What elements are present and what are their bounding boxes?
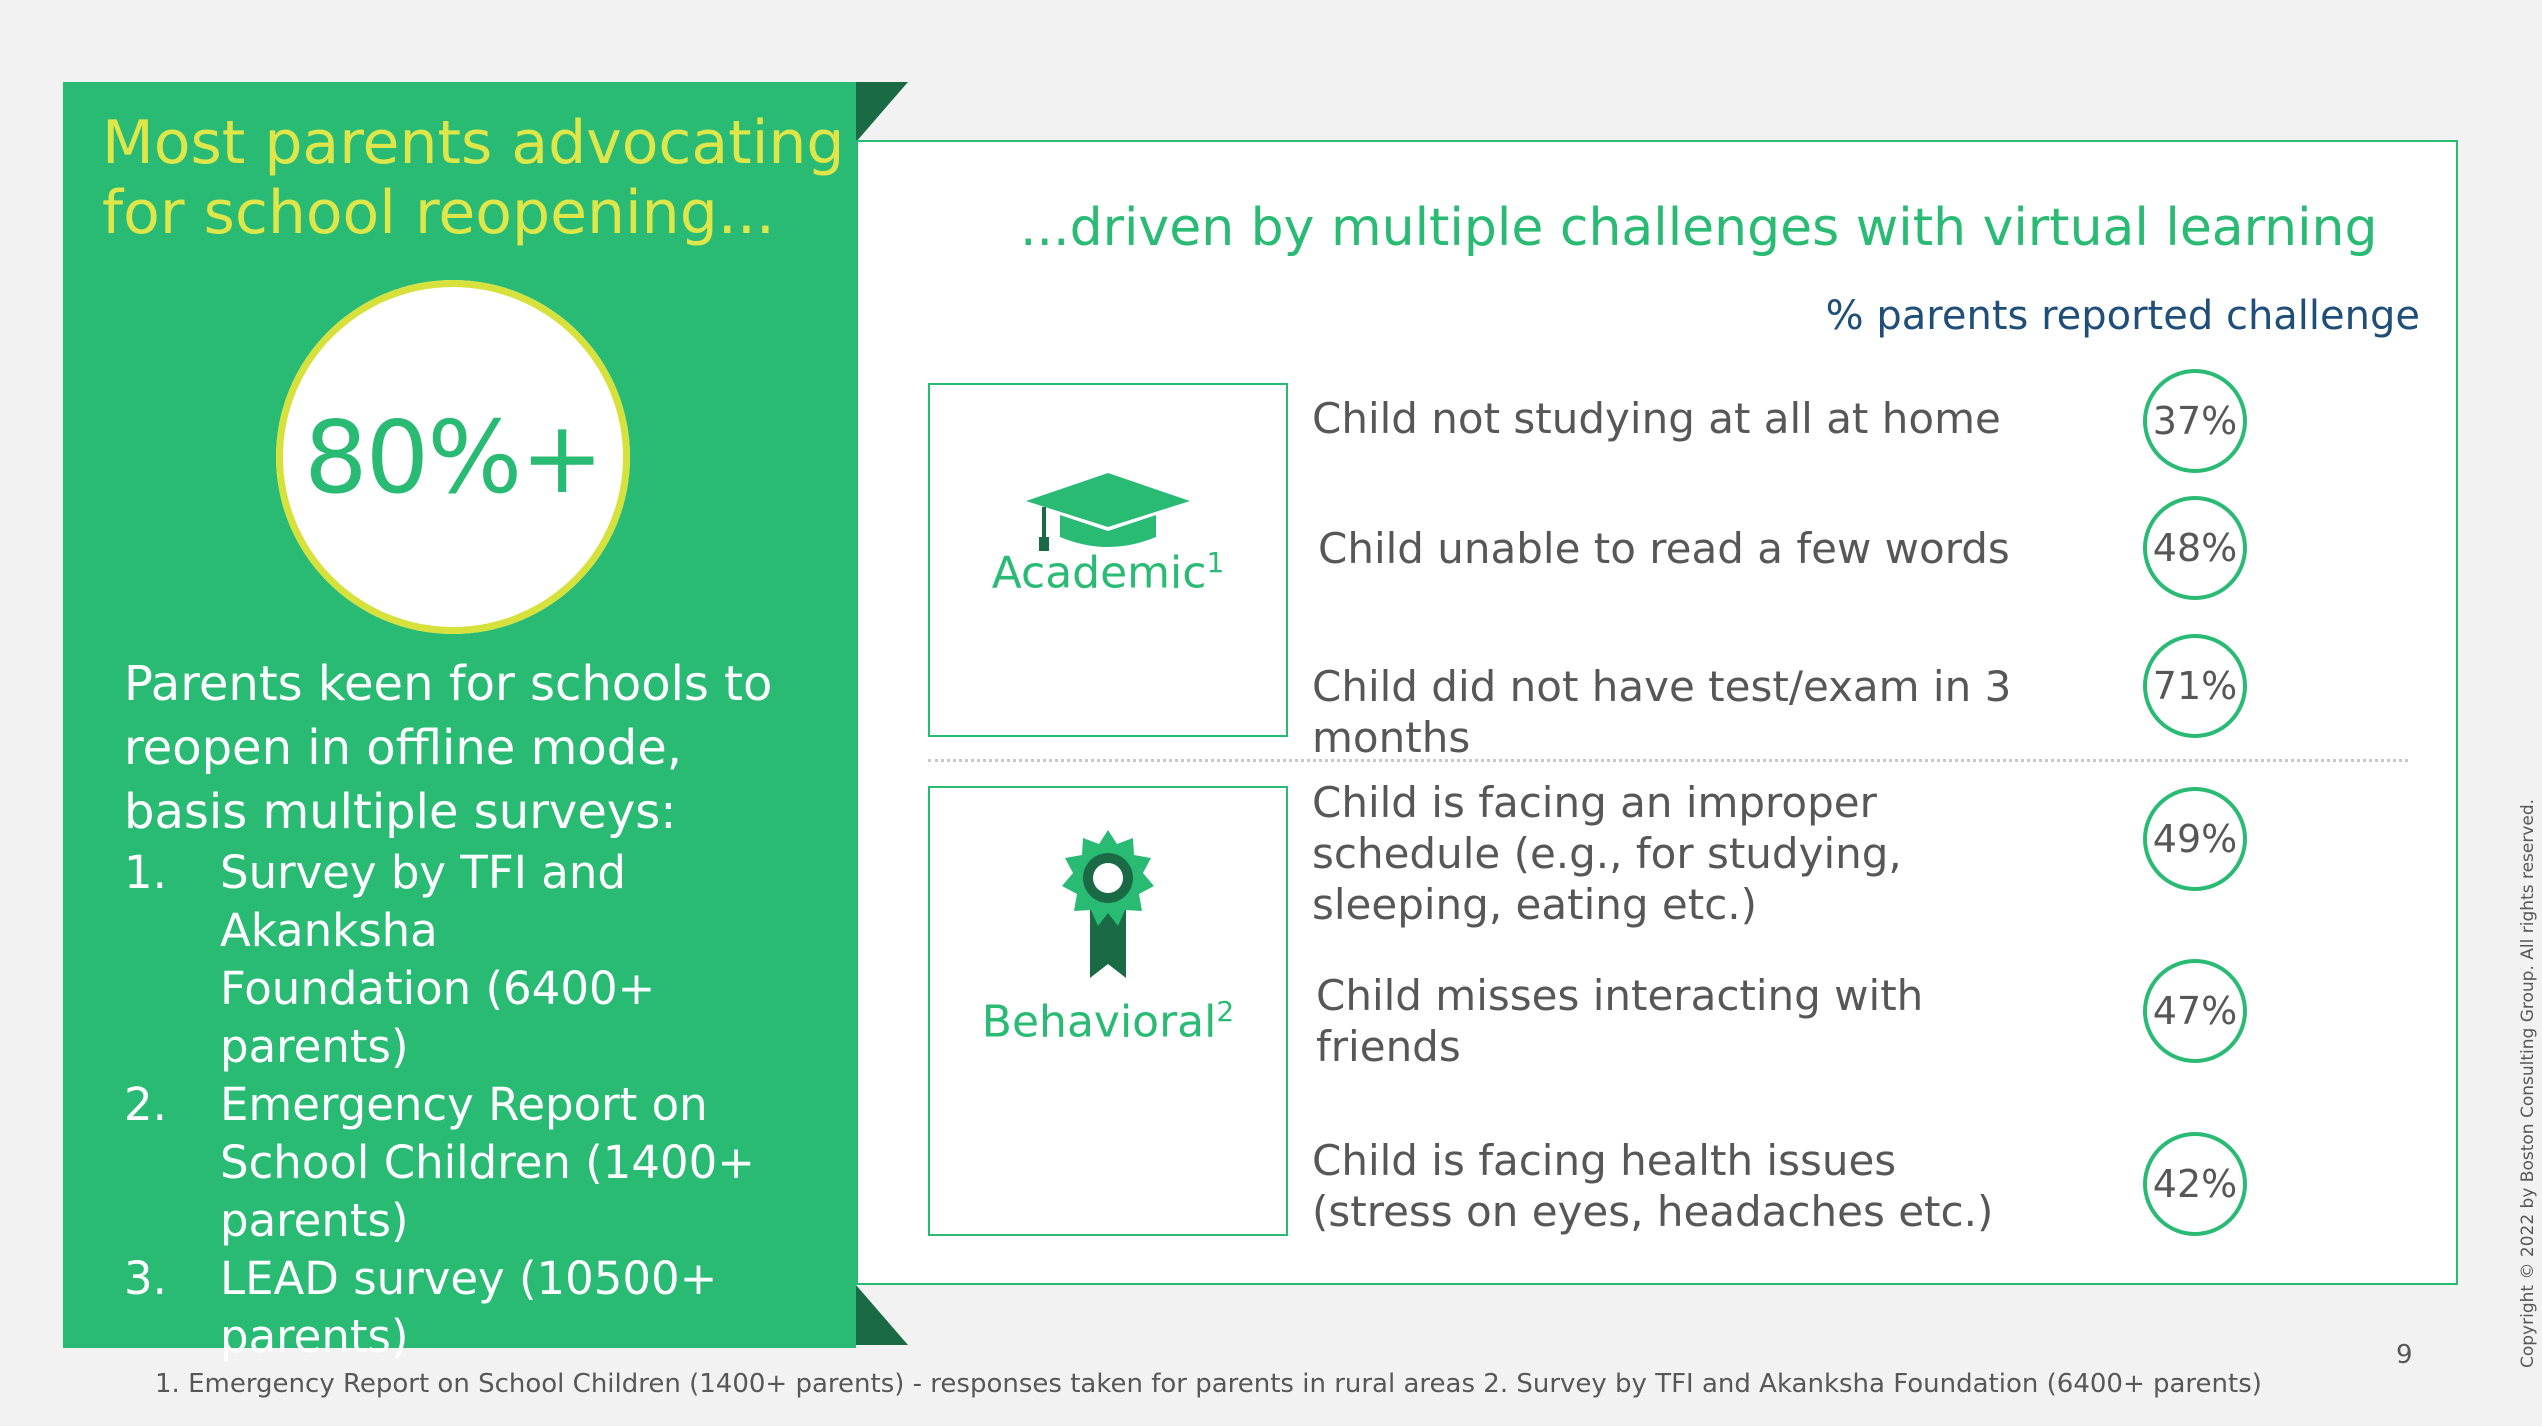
challenge-percent: 47% (2143, 959, 2247, 1063)
survey-list-item: 3. LEAD survey (10500+ parents) (124, 1252, 718, 1363)
challenge-percent: 48% (2143, 496, 2247, 600)
challenge-item: Child did not have test/exam in 3 months (1312, 662, 2012, 762)
column-header: % parents reported challenge (1825, 293, 2420, 339)
category-label-academic: Academic$^1$ (991, 546, 1225, 599)
survey-list-item: 2. Emergency Report on School Children (1400+ parents) (124, 1078, 756, 1247)
category-label-behavioral: Behavioral$^2$ (981, 995, 1235, 1048)
challenge-percent: 71% (2143, 634, 2247, 738)
category-academic (928, 383, 1288, 737)
left-body: Parents keen for schools to reopen in offline mode, basis multiple surveys: 1. Survey by TFI and Akanksha Foundation (6400+ parents) 2. Emergency Report on School Children (1400+ parents) 3. LEAD survey (10500+ parents) (124, 652, 844, 1366)
survey-list (124, 844, 844, 1366)
challenge-item: Child misses interacting with friends (1316, 971, 1924, 1071)
left-title: Most parents advocating for school reopening... (102, 108, 845, 248)
challenge-item: Child is facing health issues (stress on eyes, headaches etc.) (1312, 1136, 1994, 1236)
survey-list-item: 1. Survey by TFI and Akanksha Foundation (6400+ parents) (124, 846, 656, 1073)
footnote: 1. Emergency Report on School Children (1400+ parents) - responses taken for parents in rural areas 2. Survey by TFI and Akanksha Foundation (6400+ parents) (155, 1369, 2262, 1399)
challenge-item: Child not studying at all at home (1312, 394, 2001, 443)
award-ribbon-icon (1056, 828, 1160, 982)
right-title: ...driven by multiple challenges with virtual learning (1020, 198, 2378, 258)
page-number: 9 (2396, 1340, 2413, 1370)
challenge-item: Child unable to read a few words (1318, 524, 2010, 573)
challenge-percent: 37% (2143, 369, 2247, 473)
panel-notch-bottom (856, 1285, 908, 1345)
copyright-notice: Copyright © 2022 by Boston Consulting Group. All rights reserved. (2518, 798, 2538, 1368)
stat-circle (276, 280, 630, 634)
challenge-percent: 49% (2143, 787, 2247, 891)
category-behavioral (928, 786, 1288, 1236)
challenge-item: Child is facing an improper schedule (e.g., for studying, sleeping, eating etc.) (1312, 778, 1902, 929)
challenge-percent: 42% (2143, 1132, 2247, 1236)
stat-value: 80%+ (303, 398, 603, 516)
panel-notch-top (856, 82, 908, 142)
